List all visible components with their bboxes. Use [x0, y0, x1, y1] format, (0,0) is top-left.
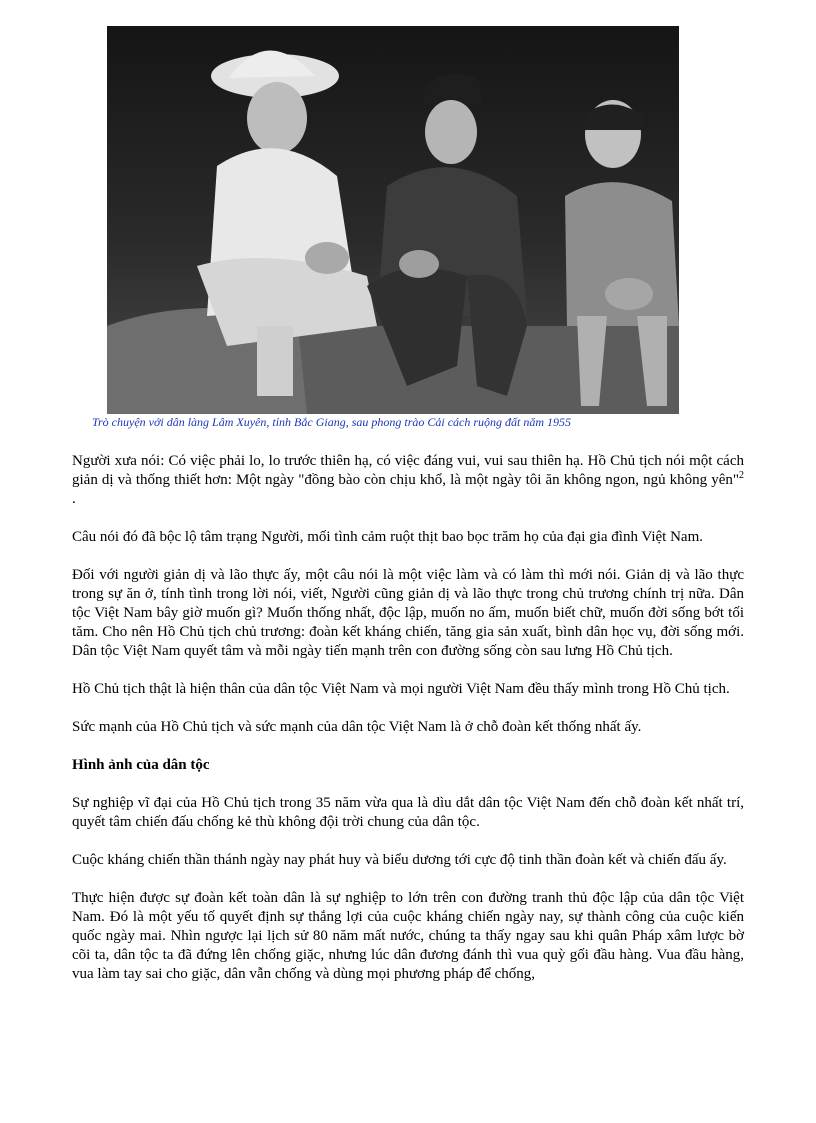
paragraph-5: Sức mạnh của Hồ Chủ tịch và sức mạnh của dân tộc Việt Nam là ở chỗ đoàn kết thống nhất ấy. — [72, 719, 642, 735]
paragraph-4: Hồ Chủ tịch thật là hiện thân của dân tộc Việt Nam và mọi người Việt Nam đều thấy mình trong Hồ Chủ tịch. — [72, 681, 730, 697]
paragraph-3: Đối với người giản dị và lão thực ấy, một câu nói là một việc làm và có làm thì mới nói. Giản dị và lão thực trong sự ăn ở, tính tình trong lời nói, viết, Người cũng giản dị và lão thực trong chủ trương chính trị nữa. Dân tộc Việt Nam bây giờ muốn gì? Muốn thống nhất, độc lập, muốn no ấm, muốn biết chữ, muốn đời sống bớt tối tăm. Cho nên Hồ Chủ tịch chủ trương: đoàn kết kháng chiến, tăng gia sản xuất, bình dân học vụ, đời sống mới. Dân tộc Việt Nam quyết tâm và mỗi ngày tiến mạnh trên con đường sống còn sau lưng Hồ Chủ tịch. — [72, 567, 744, 659]
paragraph-1 — [72, 452, 744, 509]
section-heading: Hình ảnh của dân tộc — [72, 757, 210, 773]
paragraph-7: Cuộc kháng chiến thần thánh ngày nay phát huy và biểu dương tới cực độ tinh thần đoàn kết và chiến đấu ấy. — [72, 852, 727, 868]
paragraph-1-text: Người xưa nói: Có việc phải lo, lo trước thiên hạ, có việc đáng vui, vui sau thiên hạ. Hồ Chủ tịch nói một cách giản dị và thống thiết hơn: Một ngày "đồng bào còn chịu khổ, là một ngày tôi ăn không ngon, ngủ không yên" — [72, 453, 744, 488]
photo-illustration — [107, 26, 679, 414]
historical-photo — [107, 26, 679, 414]
paragraph-6: Sự nghiệp vĩ đại của Hồ Chủ tịch trong 35 năm vừa qua là dìu dắt dân tộc Việt Nam đến chỗ đoàn kết nhất trí, quyết tâm chiến đấu chống kẻ thù không đội trời chung của dân tộc. — [72, 795, 744, 830]
footnote-ref[interactable]: 2 — [739, 470, 744, 481]
article-body — [72, 452, 744, 1003]
photo-caption: Trò chuyện với dân làng Lâm Xuyên, tỉnh Bắc Giang, sau phong trào Cải cách ruộng đất năm 1955 — [92, 415, 572, 429]
paragraph-2: Câu nói đó đã bộc lộ tâm trạng Người, mối tình cảm ruột thịt bao bọc trăm họ của đại gia đình Việt Nam. — [72, 529, 704, 545]
paragraph-8: Thực hiện được sự đoàn kết toàn dân là sự nghiệp to lớn trên con đường tranh thủ độc lập của dân tộc Việt Nam. Đó là một yếu tố quyết định sự thắng lợi của cuộc kháng chiến ngày nay, sự thành công của cuộc kiến quốc ngày mai. Nhìn ngược lại lịch sử 80 năm mất nước, chúng ta thấy ngay sau khi quân Pháp xâm lược bờ cõi ta, dân tộc ta đã đứng lên chống giặc, nhưng lúc dân đương đánh thì vua quỳ gối đầu hàng. Vua đầu hàng, vua làm tay sai cho giặc, dân vẫn chống và dùng mọi phương pháp để chống, — [72, 890, 744, 982]
paragraph-1-end: . — [72, 491, 76, 507]
